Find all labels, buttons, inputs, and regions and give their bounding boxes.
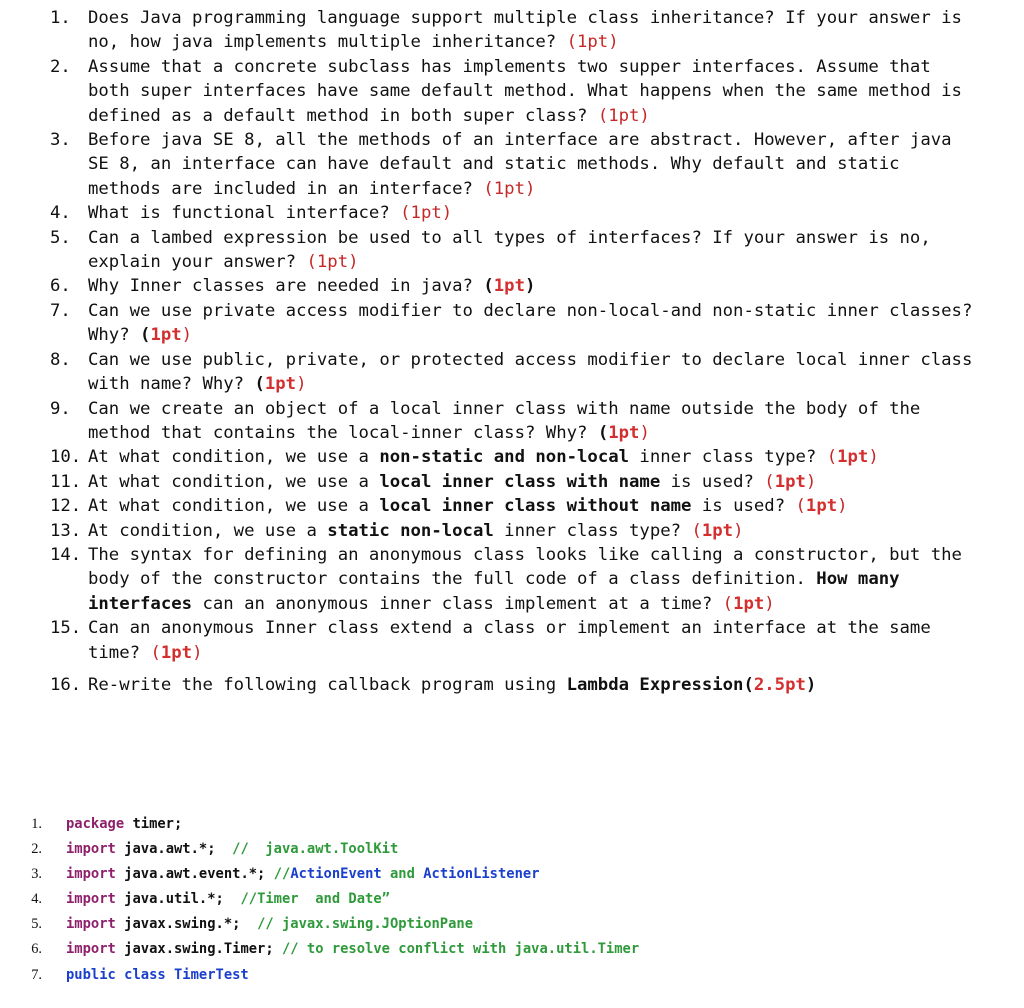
question-text-segment: inner class type? <box>629 447 827 468</box>
code-source <box>66 963 249 988</box>
question-number: 9. <box>50 398 71 419</box>
points-label: ) <box>733 520 744 541</box>
question-text <box>88 397 980 446</box>
question-number: 3. <box>50 130 71 151</box>
points-label: ( <box>150 642 161 663</box>
question-text-segment: Assume that a concrete subclass has implements two supper interfaces. Assume that both super interfaces have same default method. What happens when the same method is defined as a default method in both super class? <box>88 56 962 126</box>
question-text-segment: At what condition, we use a <box>88 447 380 468</box>
code-source <box>66 837 398 862</box>
question-text <box>88 128 980 201</box>
question-item <box>50 55 980 128</box>
question-text <box>88 470 980 494</box>
question-text-segment: is used? <box>660 471 765 492</box>
question-text-segment: is used? <box>691 496 796 517</box>
code-line <box>0 862 1024 887</box>
points-label: ) <box>805 471 817 492</box>
points-label: 1pt <box>493 276 525 297</box>
code-line <box>0 937 1024 962</box>
line-number: 2. <box>31 841 42 858</box>
points-label: ) <box>868 447 879 468</box>
question-text-segment: ( <box>483 276 494 297</box>
question-text-segment: Does Java programming language support multiple class inheritance? If your answer is no, how java implements multiple inheritance? <box>88 8 962 53</box>
code-token: // to resolve conflict with java.util.Timer <box>281 941 640 958</box>
question-text <box>88 348 980 397</box>
question-number: 6. <box>50 276 71 297</box>
code-token: ActionEvent <box>290 866 382 883</box>
question-text-segment: ( <box>254 374 265 395</box>
question-item <box>50 348 980 397</box>
code-line <box>0 912 1024 937</box>
points-label: ( <box>795 496 806 517</box>
question-number: 15. <box>50 618 82 639</box>
code-token: java.awt.event.*; <box>124 866 274 883</box>
line-number: 5. <box>31 916 42 933</box>
code-token: public class TimerTest <box>66 966 249 983</box>
code-token: import <box>66 916 125 933</box>
points-label: (1pt) <box>483 178 536 199</box>
points-label: ) <box>764 593 775 614</box>
points-label: 1pt <box>701 520 734 541</box>
code-token: //Timer and Date” <box>240 891 390 908</box>
question-item <box>50 519 980 543</box>
question-text <box>88 519 980 543</box>
question-text-segment: The syntax for defining an anonymous class looks like calling a constructor, but the body of the constructor contains the full code of a class definition. <box>88 544 962 590</box>
question-item <box>50 397 980 446</box>
question-text <box>88 226 980 275</box>
code-token: javax.swing.Timer; <box>124 941 282 958</box>
question-item <box>50 128 980 201</box>
code-token: package <box>66 816 133 832</box>
question-item <box>50 673 980 697</box>
code-listing <box>0 812 1024 988</box>
line-number: 6. <box>31 941 42 958</box>
question-item <box>50 274 980 298</box>
question-list <box>50 6 980 697</box>
points-label: 1pt <box>733 593 765 614</box>
question-text <box>88 201 980 225</box>
code-token: java.awt.*; <box>124 841 233 858</box>
question-text-segment: inner class type? <box>493 520 692 541</box>
question-item <box>50 616 980 665</box>
points-label: 1pt <box>608 422 640 443</box>
code-token: // javax.swing.JOptionPane <box>257 916 474 933</box>
code-line <box>0 963 1024 988</box>
code-source <box>66 812 182 837</box>
code-source <box>66 862 540 887</box>
points-label: (1pt) <box>400 203 453 224</box>
code-token: javax.swing.*; <box>124 916 258 933</box>
question-number: 8. <box>50 349 71 370</box>
question-item <box>50 470 980 494</box>
question-text-segment: local inner class with name <box>379 471 661 492</box>
question-text-segment: What is functional interface? <box>88 203 401 224</box>
code-token: java.util.*; <box>124 891 241 908</box>
points-label: 1pt <box>805 496 838 517</box>
question-text-segment: static non-local <box>327 520 494 541</box>
question-text-segment: Why Inner classes are needed in java? <box>88 276 484 297</box>
code-token: import <box>66 841 125 858</box>
question-text-segment: ) <box>524 276 536 297</box>
question-text <box>88 55 980 128</box>
question-text <box>88 445 980 469</box>
question-text-segment: Lambda Expression( <box>566 674 754 695</box>
question-number: 2. <box>50 56 71 77</box>
question-text <box>88 616 980 665</box>
code-token: and <box>381 866 424 883</box>
question-number: 4. <box>50 203 71 224</box>
question-text <box>88 6 980 55</box>
points-label: ( <box>691 520 702 541</box>
question-text <box>88 673 980 697</box>
question-number: 16. <box>50 674 82 695</box>
question-number: 12. <box>50 496 82 517</box>
question-text-segment: Can we use public, private, or protected access modifier to declare local inner class with name? Why? <box>88 349 973 395</box>
code-token: import <box>66 891 125 908</box>
points-label: 2.5pt <box>753 674 806 695</box>
question-text-segment: non-static and non-local <box>379 447 630 468</box>
question-text <box>88 299 980 348</box>
line-number: 1. <box>31 816 42 832</box>
question-text-segment: local inner class without name <box>379 496 692 517</box>
line-number: 3. <box>31 866 42 883</box>
question-text-segment: At what condition, we use a <box>88 496 380 517</box>
points-label: (1pt) <box>306 252 359 273</box>
points-label: ( <box>826 447 838 468</box>
question-text-segment: ( <box>597 422 609 443</box>
question-text <box>88 274 980 298</box>
question-item <box>50 226 980 275</box>
question-item <box>50 201 980 225</box>
code-line <box>0 887 1024 912</box>
code-token: // java.awt.ToolKit <box>232 841 399 858</box>
points-label: 1pt <box>264 374 297 395</box>
question-text-segment: Can we use private access modifier to declare non-local-and non-static inner classes? Why? <box>88 300 973 346</box>
points-label: 1pt <box>150 325 182 346</box>
points-label: ( <box>764 471 775 492</box>
question-item <box>50 445 980 469</box>
question-text-segment: can an anonymous inner class implement at a time? <box>192 593 723 614</box>
question-text <box>88 494 980 518</box>
question-text-segment: ) <box>805 674 817 695</box>
question-text <box>88 543 980 616</box>
code-token: import <box>66 866 125 883</box>
question-text-segment: At condition, we use a <box>88 520 328 541</box>
question-text-segment: Re-write the following callback program using <box>88 674 567 695</box>
points-label: 1pt <box>837 447 869 468</box>
question-number: 1. <box>50 8 71 28</box>
question-text-segment: Can an anonymous Inner class extend a class or implement an interface at the same time? <box>88 618 931 663</box>
question-number: 14. <box>50 544 82 565</box>
points-label: ( <box>722 593 734 614</box>
code-source <box>66 912 473 937</box>
code-token: import <box>66 941 125 958</box>
question-number: 10. <box>50 447 82 468</box>
code-source <box>66 887 390 912</box>
points-label: ) <box>837 496 848 517</box>
question-item <box>50 299 980 348</box>
code-token: timer; <box>132 816 183 832</box>
question-text-segment: Before java SE 8, all the methods of an interface are abstract. However, after java SE 8, an interface can have default and static methods. Why default and static methods are included in an interface? <box>88 130 952 199</box>
question-number: 7. <box>50 300 71 321</box>
points-label: (1pt) <box>597 105 650 126</box>
code-token: ActionListener <box>423 866 540 883</box>
points-label: ) <box>639 422 650 443</box>
question-number: 5. <box>50 227 71 248</box>
code-line <box>0 837 1024 862</box>
question-text-segment: ( <box>140 325 151 346</box>
code-source <box>66 937 639 962</box>
question-number: 13. <box>50 520 82 541</box>
code-token: // <box>273 866 291 883</box>
question-item <box>50 6 980 55</box>
question-text-segment: Can a lambed expression be used to all types of interfaces? If your answer is no, explain your answer? <box>88 227 931 273</box>
points-label: ) <box>296 374 307 395</box>
question-item <box>50 494 980 518</box>
points-label: 1pt <box>774 471 806 492</box>
points-label: ) <box>192 642 203 663</box>
line-number: 7. <box>31 966 42 983</box>
question-number: 11. <box>50 471 82 492</box>
points-label: ) <box>181 325 193 346</box>
question-item <box>50 543 980 616</box>
points-label: 1pt <box>160 642 193 663</box>
line-number: 4. <box>31 891 42 908</box>
question-text-segment: How many interfaces <box>88 569 900 614</box>
code-line <box>0 812 1024 837</box>
question-text-segment: Can we create an object of a local inner class with name outside the body of the method that contains the local-inner class? Why? <box>88 398 921 443</box>
question-text-segment: At what condition, we use a <box>88 471 380 492</box>
points-label: (1pt) <box>566 32 619 53</box>
